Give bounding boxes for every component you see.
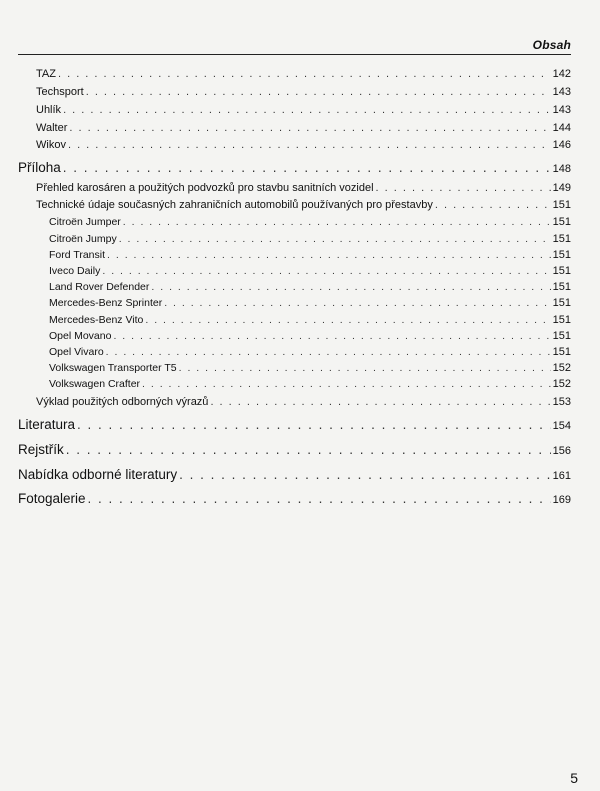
dot-leader	[210, 396, 550, 408]
dot-leader	[69, 122, 550, 134]
toc-entry-page: 154	[552, 420, 571, 432]
toc-entry	[49, 362, 571, 374]
toc-entry-page: 148	[552, 163, 571, 175]
toc-entry-label: Příloha	[18, 160, 61, 175]
toc-entry	[18, 442, 571, 457]
toc-entry-label: Opel Vivaro	[49, 346, 104, 358]
toc-entry-page: 153	[552, 396, 571, 408]
toc-entry	[49, 297, 571, 309]
toc-entry	[49, 346, 571, 358]
toc-entry-page: 151	[552, 346, 571, 358]
toc-entry-page: 146	[552, 139, 571, 151]
toc-entry-page: 151	[552, 330, 571, 342]
toc-entry-label: Volkswagen Transporter T5	[49, 362, 177, 374]
toc-entry	[49, 216, 571, 228]
dot-leader	[145, 314, 550, 326]
toc-entry	[18, 160, 571, 175]
toc-entry-page: 161	[552, 470, 571, 482]
toc-entry-label: Technické údaje současných zahraničních automobilů používaných pro přestavby	[36, 199, 433, 211]
toc-entry	[36, 199, 571, 211]
toc-entry	[49, 378, 571, 390]
toc-entry-page: 142	[552, 68, 571, 80]
toc-entry-label: Literatura	[18, 417, 76, 432]
header-title: Obsah	[532, 38, 571, 52]
dot-leader	[106, 346, 551, 358]
toc-entry-label: Ford Transit	[49, 249, 106, 261]
toc-entry-label: Fotogalerie	[18, 491, 86, 506]
dot-leader	[164, 297, 550, 309]
toc-entry	[36, 396, 571, 408]
dot-leader	[179, 362, 551, 374]
toc-entry-page: 151	[552, 216, 571, 228]
toc-entry-label: Mercedes-Benz Sprinter	[49, 297, 163, 309]
toc-entry	[36, 86, 571, 98]
toc-entry-label: Citroën Jumper	[49, 216, 121, 228]
toc-entry-page: 151	[552, 314, 571, 326]
dot-leader	[63, 104, 551, 116]
toc-entry-page: 149	[552, 182, 571, 194]
toc-entry	[36, 182, 571, 194]
toc-entry-label: Citroën Jumpy	[49, 233, 117, 245]
toc-entry-page: 143	[552, 86, 571, 98]
dot-leader	[179, 467, 551, 482]
dot-leader	[86, 86, 551, 98]
toc-entry-page: 152	[552, 378, 571, 390]
dot-leader	[88, 491, 551, 506]
dot-leader	[77, 417, 551, 432]
toc-entry-label: Walter	[36, 122, 68, 134]
toc-entry-label: Mercedes-Benz Vito	[49, 314, 144, 326]
dot-leader	[113, 330, 550, 342]
toc-entry-label: Techsport	[36, 86, 84, 98]
toc-entry	[49, 233, 571, 245]
dot-leader	[119, 233, 551, 245]
dot-leader	[151, 281, 550, 293]
toc-entry	[36, 68, 571, 80]
toc-entry-page: 151	[552, 233, 571, 245]
page-number: 5	[570, 770, 578, 786]
toc-entry	[36, 122, 571, 134]
toc-entry-page: 169	[552, 494, 571, 506]
toc-entry	[49, 249, 571, 261]
toc-entry-label: Volkswagen Crafter	[49, 378, 141, 390]
toc-entry-page: 143	[552, 104, 571, 116]
running-header	[18, 38, 571, 55]
dot-leader	[142, 378, 551, 390]
dot-leader	[435, 199, 551, 211]
toc-entry-page: 151	[552, 297, 571, 309]
toc-entry-label: Opel Movano	[49, 330, 112, 342]
toc-entry	[36, 139, 571, 151]
toc-entry	[18, 467, 571, 482]
dot-leader	[58, 68, 551, 80]
toc-entry	[49, 314, 571, 326]
toc-entry-label: Nabídka odborné literatury	[18, 467, 178, 482]
dot-leader	[123, 216, 551, 228]
toc-entry-page: 151	[552, 199, 571, 211]
toc-entry-page: 151	[552, 249, 571, 261]
toc-entry-label: Rejstřík	[18, 442, 64, 457]
toc-entry	[49, 265, 571, 277]
toc-entry-label: Land Rover Defender	[49, 281, 150, 293]
toc-entry-label: Iveco Daily	[49, 265, 101, 277]
dot-leader	[63, 160, 551, 175]
toc-entry-page: 152	[552, 362, 571, 374]
dot-leader	[66, 442, 551, 457]
toc-entry-label: Výklad použitých odborných výrazů	[36, 396, 209, 408]
toc-entry-label: TAZ	[36, 68, 56, 80]
toc-entry	[18, 417, 571, 432]
toc-entry-page: 144	[552, 122, 571, 134]
toc-entry-page: 156	[552, 445, 571, 457]
toc-entry	[49, 281, 571, 293]
toc-entry-page: 151	[552, 265, 571, 277]
toc-entry-label: Přehled karosáren a použitých podvozků pro stavbu sanitních vozidel	[36, 182, 374, 194]
toc-entry	[49, 330, 571, 342]
toc-entry-page: 151	[552, 281, 571, 293]
toc-entry	[18, 491, 571, 506]
toc-entry-label: Uhlík	[36, 104, 62, 116]
toc-entry-label: Wikov	[36, 139, 66, 151]
dot-leader	[376, 182, 551, 194]
toc-entry	[36, 104, 571, 116]
dot-leader	[68, 139, 551, 151]
dot-leader	[107, 249, 551, 261]
dot-leader	[102, 265, 550, 277]
